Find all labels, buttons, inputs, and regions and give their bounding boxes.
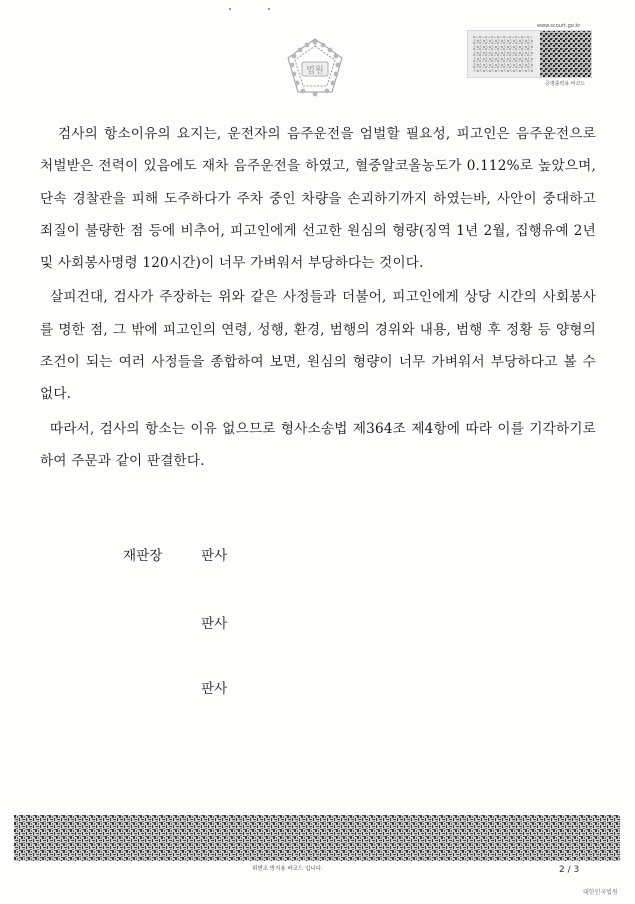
judge-label-1: 판사 bbox=[201, 548, 228, 564]
presiding-judge-title: 재판장 bbox=[123, 548, 163, 564]
paragraph-appeal-reasons: 검사의 항소이유의 요지는, 운전자의 음주운전을 엄벌할 필요성, 피고인은 음주운전으로 처벌받은 전력이 있음에도 재차 음주운전을 하였고, 혈중알코올농도가 0.112%로 높았으며, 단속 경찰관을 피해 도주하다가 주차 중인 차량을 손괴하기까지 하였는바, 사안이 중대하고 죄질이 불량한 점 등에 비추어, 피고인에게 선고한 원심의 형량(징역 1년 2월, 집행유예 2년 및 사회봉사명령 120시간)이 너무 가벼워서 부당하다는 것이다. bbox=[40, 126, 596, 272]
svg-text:법원: 법원 bbox=[306, 66, 324, 76]
qr-url: www.scourt.go.kr bbox=[537, 23, 581, 29]
scan-speck bbox=[229, 8, 231, 10]
barcode-note: 위변조 방지용 바코드 입니다. bbox=[252, 866, 323, 872]
court-watermark: 대한민국법원 bbox=[583, 889, 618, 896]
paragraph-conclusion: 따라서, 검사의 항소는 이유 없으므로 형사소송법 제364조 제4항에 따라 이를 기각하기로 하여 주문과 같이 판결한다. bbox=[40, 420, 596, 469]
qr-barcode-image bbox=[467, 30, 592, 78]
judgment-body bbox=[40, 118, 596, 477]
scan-speck bbox=[268, 8, 270, 10]
anti-forgery-barcode-image bbox=[14, 815, 620, 861]
court-seal-emblem bbox=[283, 36, 347, 100]
page-number: 2 / 3 bbox=[559, 865, 580, 875]
judge-label-2: 판사 bbox=[201, 616, 228, 632]
paragraph-examination: 살피건대, 검사가 주장하는 위와 같은 사정들과 더불어, 피고인에게 상당 시간의 사회봉사를 명한 점, 그 밖에 피고인의 연령, 성행, 환경, 범행의 경위와 내용, 범행 후 정황 등 양형의 조건이 되는 여러 사정들을 종합하여 보면, 원심의 형량이 너무 가벼워서 부당하다고 볼 수 없다. bbox=[40, 289, 596, 403]
judge-label-3: 판사 bbox=[201, 681, 228, 697]
qr-caption: 증명출력용 바코드 bbox=[545, 81, 586, 87]
